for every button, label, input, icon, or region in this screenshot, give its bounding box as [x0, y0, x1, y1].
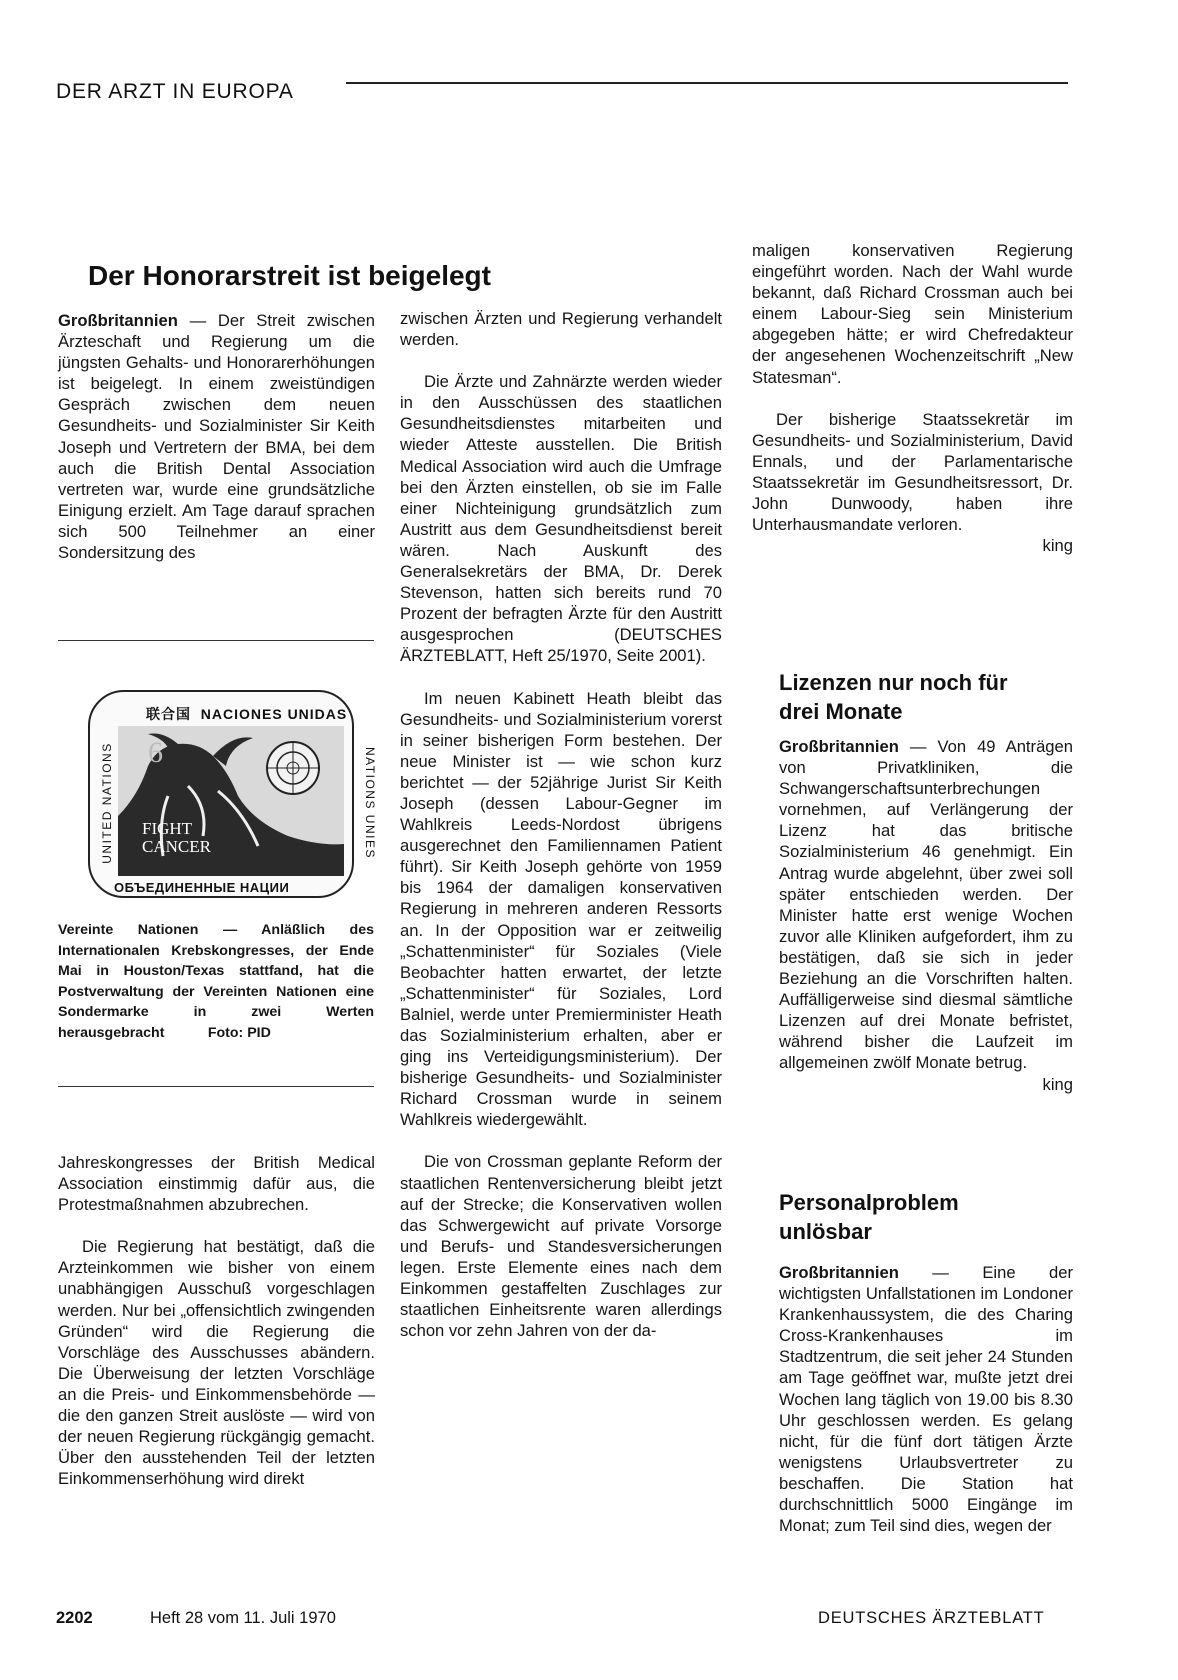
article-3-body [779, 1262, 1073, 1536]
article-2-title: Lizenzen nur noch für drei Monate [779, 670, 1008, 725]
article-paragraph [58, 310, 375, 563]
un-stamp-image [72, 682, 377, 904]
caption-rule-top [58, 640, 374, 641]
article-title: Der Honorarstreit ist beigelegt [88, 259, 491, 291]
article-column-2 [400, 308, 722, 1341]
article-lead: Großbritannien [779, 737, 899, 756]
article-paragraph: Im neuen Kabinett Heath bleibt das Gesundheits- und Sozialministerium vorerst in seiner bisherigen Form bestehen. Der neue Minister ist — wie schon kurz berichtet — der 52jährige Jurist Sir Keith Joseph (dessen Labour-Gegner im Wahlkreis Leeds-Nordost übrigens ausgerechnet den Familiennamen Patient führt). Sir Keith Joseph gehörte von 1959 bis 1964 der damaligen konservativen Regierung in mehreren anderen Ressorts an. In der Opposition war er zeitweilig „Schattenminister“ für Soziales (Viele Beobachter hatten erwartet, der letzte „Schattenminister“ für Soziales, Lord Balniel, werde unter Premierminister Heath das Sozialministerium erhalten, aber er ging ins Verteidigungsministerium). Der bisherige Gesundheits- und Sozialminister Richard Crossman wurde in seinem Wahlkreis wiedergewählt. [400, 688, 722, 1130]
article-paragraph: Die Ärzte und Zahnärzte werden wieder in den Ausschüssen des staatlichen Gesundheitsdienstes mitarbeiten und wieder Atteste ausstellen. Die British Medical Association wird auch die Umfrage bei den Ärzten einstellen, ob sie im Falle einer Nichteinigung grundsätzlich zum Austritt aus dem Gesundheitsdienst bereit wären. Nach Auskunft des Generalsekretärs der BMA, Dr. Derek Stevenson, hatten sich bereits rund 70 Prozent der befragten Ärzte für den Austritt ausgesprochen (DEUTSCHES ÄRZTEBLATT, Heft 25/1970, Seite 2001). [400, 372, 722, 666]
page-number: 2202 [56, 1609, 93, 1627]
section-title: DER ARZT IN EUROPA [56, 80, 294, 103]
stamp-slogan [142, 820, 211, 856]
issue-info: Heft 28 vom 11. Juli 1970 [150, 1609, 336, 1627]
article-paragraph: Die von Crossman geplante Reform der staatlichen Rentenversicherung bleibt jetzt auf der Strecke; die Konservativen wollen das Schwergewicht auf private Vorsorge und Berufs- und Standesversicherungen legen. Erste Elemente eines nach dem Einkommen gestaffelten Zuschlages zur staatlichen Einheitsrente waren allerdings schon vor zehn Jahren von der da- [400, 1152, 722, 1341]
article-paragraph [779, 736, 1073, 1074]
article-column-1-bottom [58, 1152, 375, 1489]
article-paragraph: zwischen Ärzten und Regierung verhandelt werden. [400, 309, 722, 350]
section-header [56, 80, 1068, 104]
caption-text [58, 920, 374, 1044]
article-lead: Großbritannien [58, 311, 178, 330]
stamp-fight-text: FIGHT [142, 819, 193, 838]
article-column-3 [752, 240, 1073, 556]
article-paragraph: Der bisherige Staatssekretär im Gesundheits- und Sozialministerium, David Ennals, und der Parlamentarische Staatssekretär im Gesundheitsressort, Dr. John Dunwoody, haben ihre Unterhausmandate verloren. [752, 409, 1073, 535]
stamp-cancer-text: CANCER [142, 837, 211, 856]
article-text: — Von 49 Anträgen von Privatkliniken, die Schwangerschaftsunterbrechungen vornehmen, auf Verlängerung der Lizenz hat das britische Sozialministerium 46 genehmigt. Ein Antrag wurde abgelehnt, über zwei soll später entschieden werden. Der Minister hatte erst wenige Wochen zuvor alle Kliniken aufgefordert, ihm zu bestätigen, daß sie sich in jeder Beziehung an die Vorschriften halten. Auffälligerweise sind diesmal sämtliche Lizenzen auf drei Monate befristet, während bisher die Laufzeit im allgemeinen zwölf Monate betrug. [779, 737, 1073, 1073]
stamp-value: 6 [148, 736, 163, 769]
image-caption [58, 920, 374, 1044]
article-paragraph: Die Regierung hat bestätigt, daß die Arzteinkommen wie bisher von einem unabhängigen Ausschuß vorgeschlagen werden. Nur bei „offensichtlich zwingenden Gründen“ wird die Regierung die Vorschläge des Ausschusses abändern. Die Überweisung der letzten Vorschläge an die Preis- und Einkommensbehörde — die den ganzen Streit auslöste — wird von der neuen Regierung rückgängig gemacht. Über den ausstehenden Teil der letzten Einkommenserhöhung wird direkt [58, 1237, 375, 1489]
journal-name: DEUTSCHES ÄRZTEBLATT [818, 1609, 1045, 1627]
caption-body: Vereinte Nationen — Anläßlich des Internationalen Krebskongresses, der Ende Mai in Houston/Texas stattfand, hat die Postverwaltung der Vereinten Nationen eine Sondermarke in zwei Werten herausgebracht [58, 922, 374, 1041]
article-text: — Der Streit zwischen Ärzteschaft und Regierung um die jüngsten Gehalts- und Honorarerhöhungen ist beigelegt. In einem zweistündigen Gespräch zwischen dem neuen Gesundheits- und Sozialminister Sir Keith Joseph und Vertretern der BMA, bei dem auch die British Dental Association vertreten war, wurde eine grundsätzliche Einigung erzielt. Am Tage darauf sprachen sich 500 Teilnehmer an einer Sondersitzung des [58, 311, 375, 563]
stamp-bottom-text: ОБЪЕДИНЕННЫЕ НАЦИИ [114, 880, 290, 895]
stamp-left-text: UNITED NATIONS [100, 742, 114, 864]
article-lead: Großbritannien [779, 1263, 899, 1282]
article-signature: king [1042, 536, 1073, 556]
stamp-spanish-text: NACIONES UNIDAS [200, 706, 348, 722]
article-2-body [779, 736, 1073, 1095]
stamp-top-text [146, 704, 347, 724]
article-3-title: Personalproblem unlösbar [779, 1190, 959, 1245]
header-rule [346, 82, 1068, 84]
stamp-frame [88, 690, 377, 898]
article-paragraph [779, 1262, 1073, 1536]
article-paragraph: Jahreskongresses der British Medical Association einstimmig dafür aus, die Protestmaßnahmen abzubrechen. [58, 1153, 375, 1215]
article-column-1-top [58, 310, 375, 563]
article-paragraph: maligen konservativen Regierung eingeführt worden. Nach der Wahl wurde bekannt, daß Richard Crossman auch bei einem Labour-Sieg sein Ministerium abgegeben hätte; er wird Chefredakteur der angesehenen Wochenzeitschrift „New Statesman“. [752, 241, 1073, 387]
article-text: — Eine der wichtigsten Unfallstationen im Londoner Krankenhaussystem, die des Charing Cross-Krankenhauses im Stadtzentrum, die seit jeher 24 Stunden am Tage geöffnet war, mußte jetzt drei Wochen lang täglich von 19.00 bis 8.30 Uhr geschlossen werden. Es gelang nicht, für die fünf dort tätigen Ärzte wenigstens Urlaubsvertreter zu beschaffen. Die Station hat durchschnittlich 5000 Eingänge im Monat; zum Teil sind dies, wegen der [779, 1263, 1073, 1536]
stamp-chinese-text: 联合国 [146, 706, 191, 722]
article-signature: king [1042, 1074, 1073, 1094]
caption-credit: Foto: PID [207, 1024, 271, 1041]
caption-rule-bottom [58, 1086, 374, 1087]
stamp-right-text: NATIONS UNIES [363, 747, 377, 859]
